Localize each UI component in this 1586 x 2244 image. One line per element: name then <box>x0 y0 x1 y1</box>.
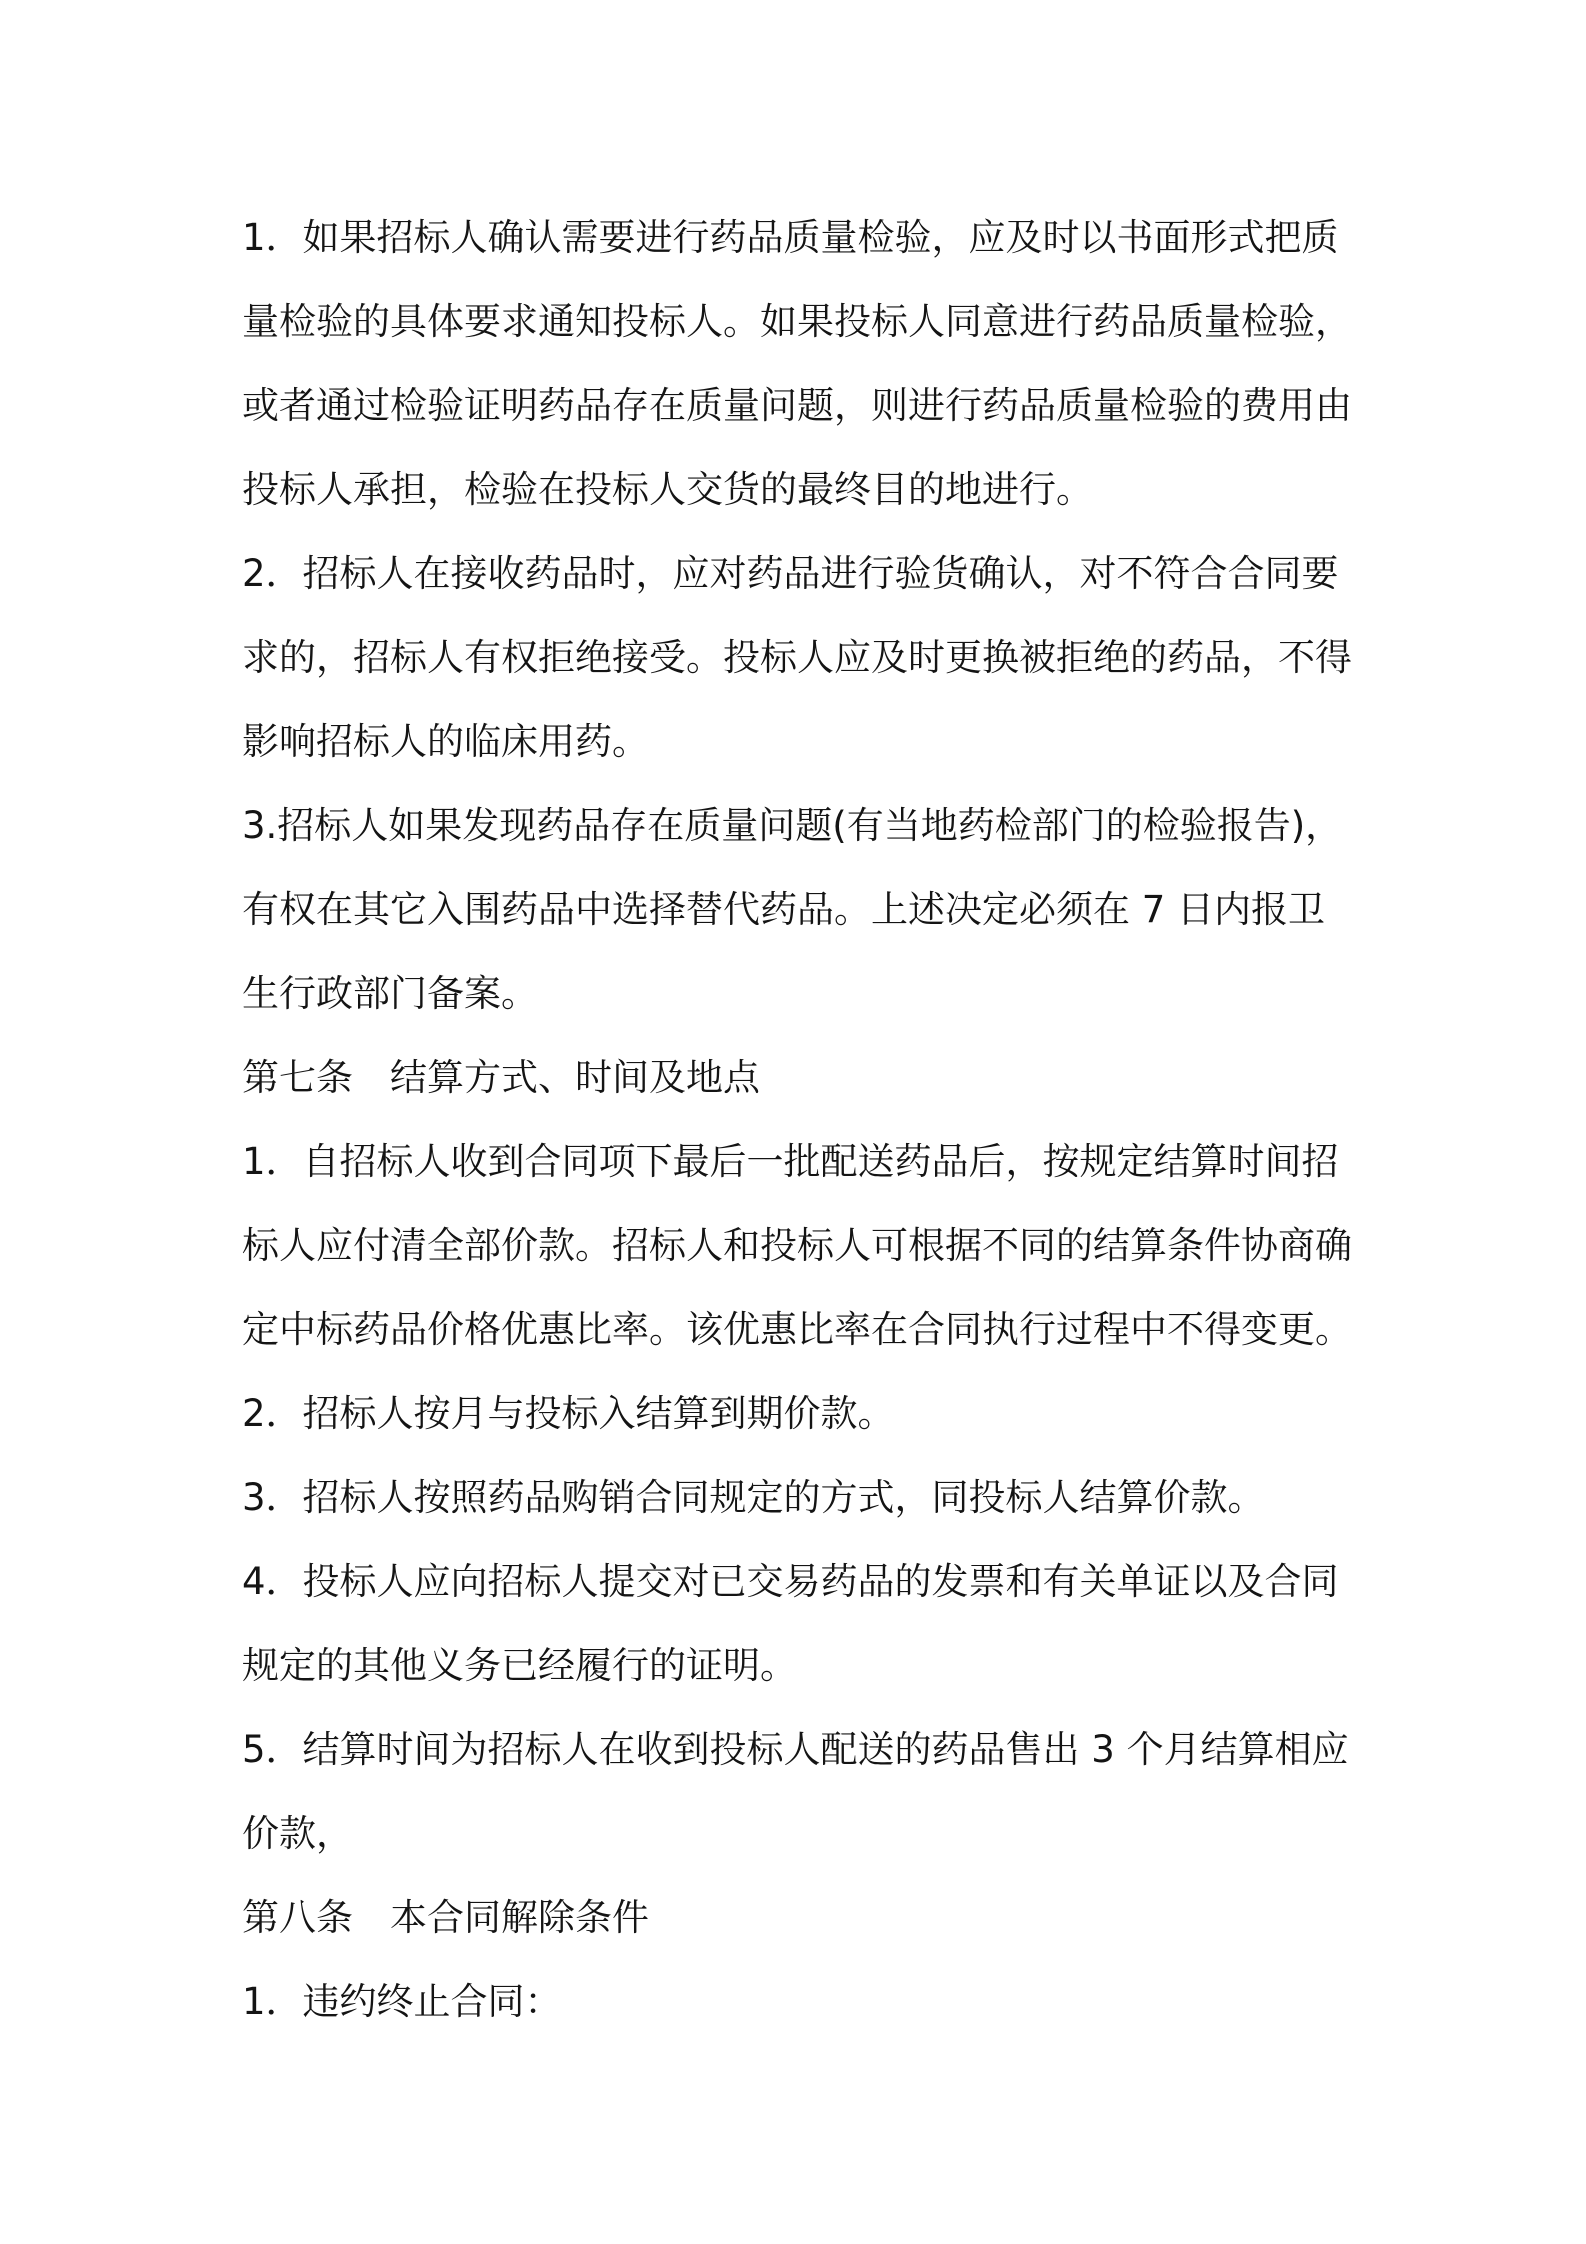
clause-paragraph-quality-inspection: 1．如果招标人确认需要进行药品质量检验，应及时以书面形式把质量检验的具体要求通知投标人。如果投标人同意进行药品质量检验，或者通过检验证明药品存在质量问题，则进行药品质量检验的费用由投标人承担，检验在投标人交货的最终目的地进行。 <box>242 216 1352 511</box>
clause-paragraph-termination: 1．违约终止合同： <box>242 1980 562 2023</box>
clause-paragraph-invoice-submission: 4．投标人应向招标人提交对已交易药品的发票和有关单证以及合同规定的其他义务已经履行的证明。 <box>242 1560 1339 1687</box>
clause-paragraph-monthly-settlement: 2．招标人按月与投标入结算到期价款。 <box>242 1392 895 1435</box>
clause-paragraph-acceptance-check: 2．招标人在接收药品时，应对药品进行验货确认，对不符合合同要求的，招标人有权拒绝接受。投标人应及时更换被拒绝的药品，不得影响招标人的临床用药。 <box>242 552 1352 763</box>
clause-paragraph-settlement-time: 5．结算时间为招标人在收到投标人配送的药品售出 3 个月结算相应价款， <box>242 1728 1349 1855</box>
clause-paragraph-quality-issue: 3.招标人如果发现药品存在质量问题(有当地药检部门的检验报告)，有权在其它入围药品中选择替代药品。上述决定必须在 7 日内报卫生行政部门备案。 <box>242 804 1343 1015</box>
article-heading-8: 第八条 本合同解除条件 <box>242 1896 649 1939</box>
article-heading-7: 第七条 结算方式、时间及地点 <box>242 1056 760 1099</box>
document-body <box>242 196 1362 2044</box>
clause-paragraph-final-payment: 1．自招标人收到合同项下最后一批配送药品后，按规定结算时间招标人应付清全部价款。招标人和投标人可根据不同的结算条件协商确定中标药品价格优惠比率。该优惠比率在合同执行过程中不得变更。 <box>242 1140 1352 1351</box>
clause-paragraph-settlement-method: 3．招标人按照药品购销合同规定的方式，同投标人结算价款。 <box>242 1476 1265 1519</box>
